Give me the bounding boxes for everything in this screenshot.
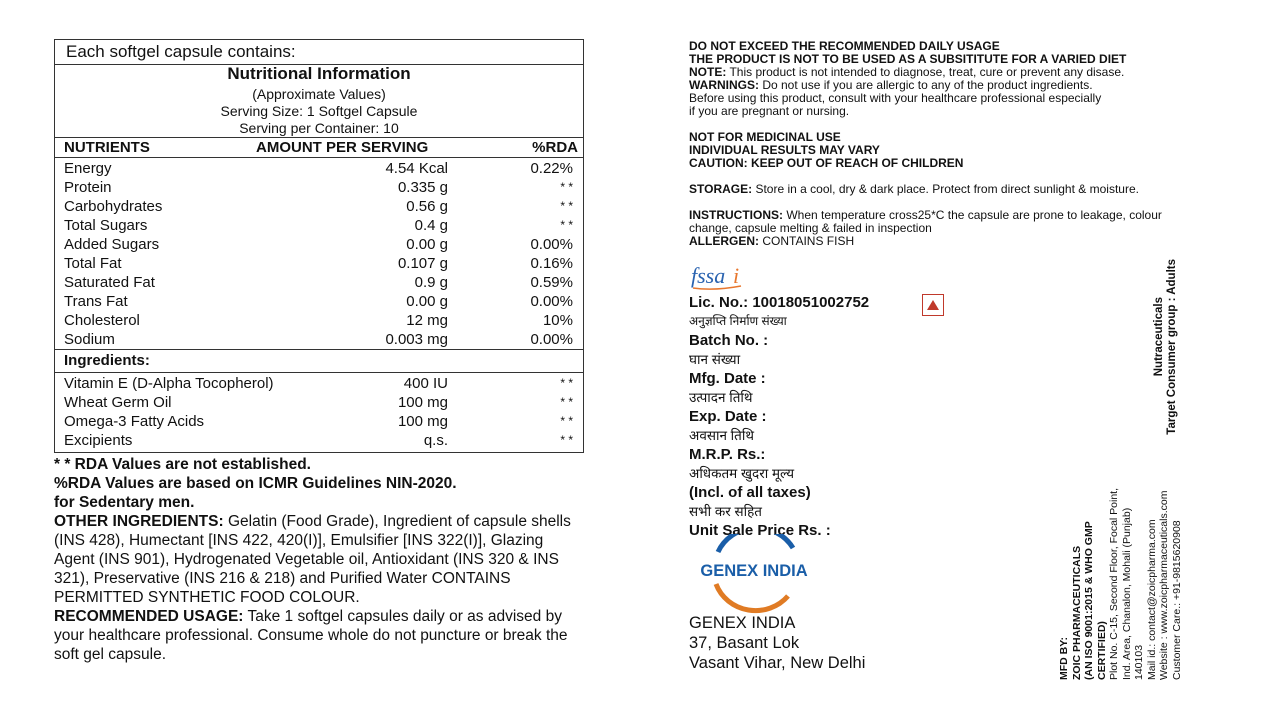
mfd-website: Website : www.zoicpharmaceuticals.com: [1158, 490, 1170, 680]
address-line: 37, Basant Lok: [689, 634, 800, 652]
warning-line: DO NOT EXCEED THE RECOMMENDED DAILY USAGE: [689, 39, 1000, 53]
ingredient-name: Excipients: [64, 432, 133, 449]
note-label: NOTE:: [689, 65, 727, 79]
mfd-address: 140103: [1133, 644, 1145, 680]
address-line: GENEX INDIA: [689, 614, 796, 632]
nutrient-rda: 0.00%: [530, 331, 573, 348]
serving-size: Serving Size: 1 Softgel Capsule: [220, 103, 418, 119]
ingredient-amount: 100 mg: [397, 413, 448, 430]
not-medicinal: NOT FOR MEDICINAL USE: [689, 130, 841, 144]
ingredient-amount: q.s.: [423, 432, 448, 449]
usage-text: Take 1 softgel capsules daily or as advised by your healthcare professional. Consume whole do not puncture or break the soft gel capsule.: [54, 608, 568, 663]
warnings-line: if you are pregnant or nursing.: [689, 104, 850, 118]
nutrient-name: Protein: [64, 179, 112, 196]
nutrient-amount: 0.107 g: [397, 255, 448, 272]
nutrient-rda: 0.16%: [530, 255, 573, 272]
mfg-date: Mfg. Date :: [689, 370, 766, 387]
nutrient-amount: 0.00 g: [406, 236, 448, 253]
mfd-cert: CERTIFIED): [1095, 621, 1108, 680]
allergen-text: CONTAINS FISH: [759, 234, 855, 248]
instructions-label: INSTRUCTIONS:: [689, 208, 783, 222]
other-ingredients-text: Gelatin (Food Grade), Ingredient of capsule shells (INS 428), Humectant [INS 422, 420(I)], Emulsifier [INS 322(I)], Glazing Agent (INS 901), Hydrogenated Vegetable oil, Antioxidant (INS 320 & INS 321), Preservative (INS 216 & 218) and Purified Water CONTAINS PERMITTED SYNTHETIC FOOD COLOUR.: [54, 513, 571, 606]
storage: [689, 183, 1189, 196]
allergen: [689, 235, 1189, 248]
unit-sale-price: Unit Sale Price Rs. :: [689, 522, 831, 539]
nutrient-rda: * *: [560, 218, 573, 232]
warning-line: THE PRODUCT IS NOT TO BE USED AS A SUBSITITUTE FOR A VARIED DIET: [689, 52, 1127, 66]
divider: [55, 157, 583, 158]
address-line: Vasant Vihar, New Delhi: [689, 654, 866, 672]
exp-date-hindi: अवसान तिथि: [689, 428, 755, 443]
nutrient-name: Carbohydrates: [64, 198, 163, 215]
exp-date: Exp. Date :: [689, 408, 767, 425]
nutrient-name: Cholesterol: [64, 312, 140, 329]
storage-label: STORAGE:: [689, 182, 753, 196]
nutrient-rda: 0.59%: [530, 274, 573, 291]
warnings-line: Before using this product, consult with your healthcare professional especially: [689, 91, 1102, 105]
ingredients-header: Ingredients:: [64, 352, 150, 369]
approx-values: (Approximate Values): [252, 86, 386, 102]
rda-note: * * RDA Values are not established.: [54, 456, 311, 473]
header-rda: %RDA: [532, 139, 578, 156]
nutrient-rda: 10%: [542, 312, 573, 329]
nutrient-amount: 0.56 g: [406, 198, 448, 215]
genex-logo: [688, 534, 820, 614]
mfd-email: Mail id.: contact@zoicpharma.com: [1145, 519, 1158, 680]
usage-label: RECOMMENDED USAGE:: [54, 608, 244, 625]
ingredient-rda: * *: [560, 414, 573, 428]
ingredient-amount: 400 IU: [403, 375, 448, 392]
nutrient-name: Total Fat: [64, 255, 122, 272]
mfd-phone: Customer Care.: +91-9815620908: [1170, 520, 1183, 680]
mfd-label: MFD BY:: [1058, 637, 1070, 680]
nutrient-amount: 0.00 g: [406, 293, 448, 310]
mfd-name: ZOIC PHARMACEUTICALS: [1070, 545, 1083, 680]
storage-text: Store in a cool, dry & dark place. Protect from direct sunlight & moisture.: [752, 182, 1139, 196]
caution: CAUTION: KEEP OUT OF REACH OF CHILDREN: [689, 156, 964, 170]
nutrient-name: Trans Fat: [64, 293, 128, 310]
ingredient-rda: * *: [560, 395, 573, 409]
svg-text:i: i: [733, 263, 740, 288]
license-number: Lic. No.: 10018051002752: [689, 294, 870, 311]
side-info: [1153, 247, 1179, 447]
incl-taxes-hindi: सभी कर सहित: [689, 504, 762, 519]
license-number-hindi: अनुज्ञप्ति निर्माण संख्या: [689, 314, 787, 328]
rda-basis-note: %RDA Values are based on ICMR Guidelines NIN-2020.: [54, 475, 457, 492]
target-group: Target Consumer group : Adults: [1166, 259, 1178, 435]
mfd-cert: (AN ISO 9001:2015 & WHO GMP: [1083, 521, 1095, 680]
brand-address: [689, 613, 865, 673]
nutrient-rda: * *: [560, 199, 573, 213]
mrp-hindi: अधिकतम खुदरा मूल्य: [689, 466, 795, 481]
nutrient-rda: 0.00%: [530, 236, 573, 253]
ingredient-name: Vitamin E (D-Alpha Tocopherol): [64, 375, 274, 392]
contains-label: Each softgel capsule contains:: [66, 42, 296, 61]
instructions: [689, 209, 1189, 235]
nutrient-rda: 0.00%: [530, 293, 573, 310]
batch-no-hindi: घान संख्या: [689, 352, 741, 367]
label-notes: [54, 455, 574, 664]
recommended-usage: [54, 607, 574, 664]
warnings-block: [689, 40, 1189, 248]
warnings-text: Do not use if you are allergic to any of the product ingredients.: [759, 78, 1093, 92]
nutrition-title: Nutritional Information: [227, 64, 411, 83]
license-block: [689, 263, 869, 540]
other-ingredients-label: OTHER INGREDIENTS:: [54, 513, 224, 530]
mfd-address: Plot No. C-15, Second Floor, Focal Point,: [1108, 487, 1120, 680]
nutrient-amount: 4.54 Kcal: [385, 160, 448, 177]
non-veg-icon: [922, 294, 944, 316]
nutrient-amount: 0.003 mg: [385, 331, 448, 348]
divider: [55, 349, 583, 350]
svg-text:fssa: fssa: [691, 263, 726, 288]
header-amount: AMOUNT PER SERVING: [256, 139, 429, 156]
ingredient-rda: * *: [560, 433, 573, 447]
mfg-date-hindi: उत्पादन तिथि: [689, 390, 753, 405]
brand-logo-text: GENEX INDIA: [700, 562, 808, 580]
other-ingredients: [54, 512, 574, 607]
warnings-label: WARNINGS:: [689, 78, 759, 92]
batch-no: Batch No. :: [689, 332, 769, 349]
header-nutrients: NUTRIENTS: [64, 139, 150, 156]
nutrient-amount: 0.9 g: [414, 274, 448, 291]
results-vary: INDIVIDUAL RESULTS MAY VARY: [689, 143, 880, 157]
nutrient-name: Added Sugars: [64, 236, 160, 253]
nutrient-name: Energy: [64, 160, 112, 177]
ingredient-rda: * *: [560, 376, 573, 390]
fssai-logo: [689, 263, 749, 293]
nutrient-rda: 0.22%: [530, 160, 573, 177]
nutrition-table: [54, 39, 584, 453]
nutrient-amount: 12 mg: [406, 312, 448, 329]
nutrient-amount: 0.335 g: [397, 179, 448, 196]
note-text: This product is not intended to diagnose, treat, cure or prevent any disase.: [726, 65, 1125, 79]
ingredient-amount: 100 mg: [397, 394, 448, 411]
nutrient-name: Sodium: [64, 331, 115, 348]
divider: [55, 372, 583, 373]
mfd-address: Ind. Area, Chanalon, Mohali (Punjab): [1120, 507, 1133, 680]
nutrient-amount: 0.4 g: [414, 217, 448, 234]
nutrient-name: Total Sugars: [64, 217, 148, 234]
nutrient-rda: * *: [560, 180, 573, 194]
category-label: Nutraceuticals: [1153, 297, 1165, 377]
mrp: M.R.P. Rs.:: [689, 446, 766, 463]
nutrient-name: Saturated Fat: [64, 274, 155, 291]
allergen-label: ALLERGEN:: [689, 234, 759, 248]
sedentary-note: for Sedentary men.: [54, 494, 195, 511]
ingredient-name: Wheat Germ Oil: [64, 394, 172, 411]
ingredient-name: Omega-3 Fatty Acids: [64, 413, 205, 430]
incl-taxes: (Incl. of all taxes): [689, 484, 811, 501]
manufacturer-block: [1058, 488, 1183, 680]
serving-per-container: Serving per Container: 10: [239, 120, 399, 136]
instructions-text: When temperature cross25*C the capsule are prone to leakage, colour change, capsule melting & failed in inspection: [689, 208, 1162, 235]
